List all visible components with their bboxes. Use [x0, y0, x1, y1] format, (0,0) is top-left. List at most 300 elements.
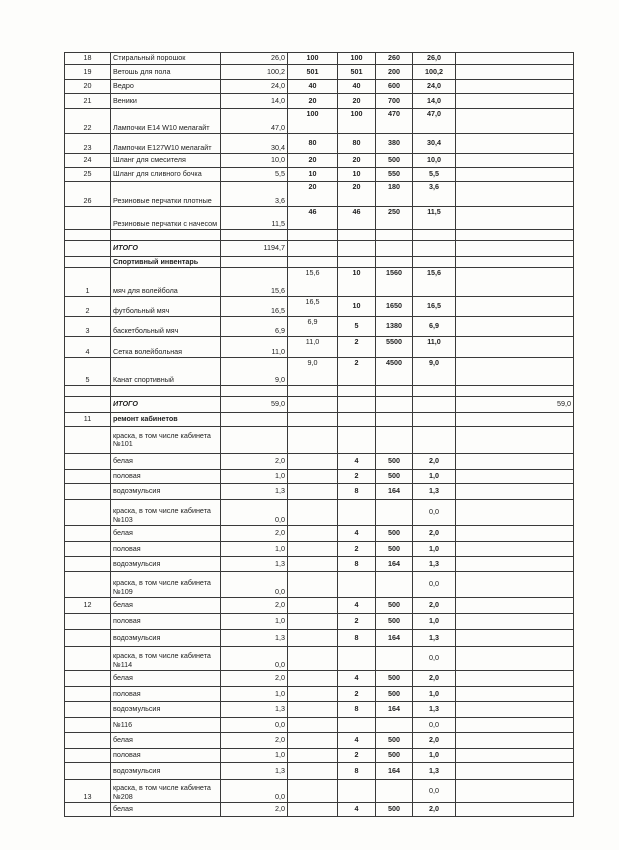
table-row: [65, 500, 574, 526]
table-cell: [65, 542, 111, 557]
table-cell: [376, 718, 413, 733]
table-row: [65, 718, 574, 733]
table-cell: [376, 647, 413, 671]
table-cell: [413, 241, 456, 257]
table-row: [65, 749, 574, 763]
table-cell: 100: [338, 109, 376, 134]
table-cell: 5500: [376, 337, 413, 358]
table-cell: 500: [376, 749, 413, 763]
table-cell: 0,0: [413, 718, 456, 733]
table-cell: 11,0: [288, 337, 338, 358]
table-cell: [456, 230, 574, 241]
table-cell: [65, 749, 111, 763]
table-row: [65, 526, 574, 542]
table-cell: [65, 557, 111, 572]
table-row: [65, 702, 574, 718]
table-cell: [338, 780, 376, 803]
table-cell: 8: [338, 484, 376, 500]
table-cell: [288, 230, 338, 241]
table-row: [65, 386, 574, 397]
table-cell: 11,0: [221, 337, 288, 358]
table-cell: 4: [65, 337, 111, 358]
table-cell: 10: [338, 297, 376, 317]
table-cell: [338, 230, 376, 241]
table-cell: мяч для волейбола: [111, 268, 221, 297]
table-cell: [65, 572, 111, 598]
table-cell: белая: [111, 733, 221, 749]
table-cell: 1,3: [413, 630, 456, 647]
table-cell: 1,0: [413, 542, 456, 557]
table-cell: 1,0: [413, 470, 456, 484]
table-row: [65, 268, 574, 297]
table-cell: 3,6: [413, 182, 456, 207]
table-cell: [338, 241, 376, 257]
table-cell: 2,0: [221, 526, 288, 542]
table-cell: 8: [338, 557, 376, 572]
table-cell: 0,0: [413, 647, 456, 671]
table-cell: 5,5: [413, 168, 456, 182]
table-cell: 2: [338, 470, 376, 484]
table-cell: [288, 542, 338, 557]
table-cell: 9,0: [221, 358, 288, 386]
table-cell: Ветошь для пола: [111, 65, 221, 80]
table-cell: [456, 454, 574, 470]
table-cell: Веники: [111, 94, 221, 109]
table-cell: [65, 257, 111, 268]
table-cell: 16,5: [413, 297, 456, 317]
table-cell: краска, в том числе кабинета №114: [111, 647, 221, 671]
table-cell: [376, 500, 413, 526]
table-cell: [456, 733, 574, 749]
table-cell: 1380: [376, 317, 413, 337]
table-cell: [65, 207, 111, 230]
table-cell: 100: [338, 53, 376, 65]
table-cell: 500: [376, 454, 413, 470]
table-cell: [338, 718, 376, 733]
table-cell: [456, 542, 574, 557]
table-cell: [288, 614, 338, 630]
table-cell: 24: [65, 154, 111, 168]
table-cell: [288, 671, 338, 687]
table-cell: 16,5: [221, 297, 288, 317]
table-cell: 20: [338, 182, 376, 207]
table-cell: 5: [338, 317, 376, 337]
table-cell: Шланг для смесителя: [111, 154, 221, 168]
table-cell: [65, 718, 111, 733]
table-cell: Ведро: [111, 80, 221, 94]
table-cell: 10,0: [221, 154, 288, 168]
table-cell: половая: [111, 542, 221, 557]
table-row: [65, 427, 574, 454]
table-cell: [456, 718, 574, 733]
table-cell: 10: [288, 168, 338, 182]
table-cell: 11,5: [413, 207, 456, 230]
table-cell: [65, 687, 111, 702]
table-cell: [65, 630, 111, 647]
table-cell: [338, 572, 376, 598]
table-cell: [65, 454, 111, 470]
table-cell: Канат спортивный: [111, 358, 221, 386]
table-row: [65, 413, 574, 427]
table-cell: 500: [376, 526, 413, 542]
table-cell: [288, 702, 338, 718]
table-cell: 100: [288, 109, 338, 134]
table-cell: [288, 763, 338, 780]
table-cell: [376, 780, 413, 803]
table-row: [65, 358, 574, 386]
table-cell: [456, 749, 574, 763]
table-cell: 24,0: [413, 80, 456, 94]
table-cell: белая: [111, 526, 221, 542]
table-cell: 10,0: [413, 154, 456, 168]
table-cell: водоэмульсия: [111, 763, 221, 780]
table-cell: 20: [288, 94, 338, 109]
table-row: [65, 80, 574, 94]
table-cell: [413, 230, 456, 241]
table-cell: [456, 557, 574, 572]
table-cell: [288, 803, 338, 817]
table-cell: 40: [338, 80, 376, 94]
table-cell: [456, 257, 574, 268]
table-cell: 600: [376, 80, 413, 94]
table-cell: краска, в том числе кабинета №101: [111, 427, 221, 454]
table-cell: белая: [111, 598, 221, 614]
table-cell: [456, 109, 574, 134]
table-cell: 2,0: [221, 454, 288, 470]
table-cell: 4: [338, 526, 376, 542]
table-cell: 0,0: [221, 780, 288, 803]
table-cell: [456, 297, 574, 317]
table-cell: 4: [338, 671, 376, 687]
table-cell: 12: [65, 598, 111, 614]
table-cell: Лампочки Е14 W10 мелагайт: [111, 109, 221, 134]
table-cell: [456, 134, 574, 154]
table-cell: [376, 413, 413, 427]
table-cell: [413, 397, 456, 413]
table-cell: [288, 687, 338, 702]
table-cell: [456, 358, 574, 386]
table-cell: белая: [111, 454, 221, 470]
table-cell: 164: [376, 763, 413, 780]
table-cell: 1,3: [413, 557, 456, 572]
table-cell: 470: [376, 109, 413, 134]
table-cell: 20: [288, 182, 338, 207]
table-cell: 4: [338, 454, 376, 470]
table-cell: [376, 397, 413, 413]
table-cell: 500: [376, 470, 413, 484]
table-cell: 5,5: [221, 168, 288, 182]
table-cell: 13: [65, 780, 111, 803]
table-cell: 14,0: [413, 94, 456, 109]
table-cell: [456, 182, 574, 207]
table-cell: 15,6: [413, 268, 456, 297]
table-cell: [413, 257, 456, 268]
table-cell: Резиновые перчатки плотные: [111, 182, 221, 207]
table-body: [65, 53, 574, 817]
inventory-table: [64, 52, 574, 817]
table-cell: 23: [65, 134, 111, 154]
table-cell: Стиральный порошок: [111, 53, 221, 65]
table-row: [65, 763, 574, 780]
table-cell: половая: [111, 614, 221, 630]
table-cell: 80: [288, 134, 338, 154]
table-cell: [65, 484, 111, 500]
table-cell: 100,2: [413, 65, 456, 80]
table-cell: 2,0: [413, 803, 456, 817]
table-cell: 20: [338, 94, 376, 109]
table-cell: [65, 614, 111, 630]
table-cell: половая: [111, 687, 221, 702]
table-cell: 2,0: [221, 671, 288, 687]
table-cell: Лампочки Е127W10 мелагайт: [111, 134, 221, 154]
table-cell: 2: [338, 614, 376, 630]
table-cell: [288, 526, 338, 542]
table-cell: 1,3: [221, 702, 288, 718]
table-cell: 16,5: [288, 297, 338, 317]
table-cell: белая: [111, 803, 221, 817]
table-cell: 2,0: [221, 803, 288, 817]
table-cell: [65, 702, 111, 718]
table-cell: белая: [111, 671, 221, 687]
table-cell: [288, 749, 338, 763]
table-cell: [221, 427, 288, 454]
table-cell: [456, 268, 574, 297]
table-cell: ИТОГО: [111, 397, 221, 413]
table-cell: 25: [65, 168, 111, 182]
table-cell: [456, 470, 574, 484]
table-cell: 500: [376, 803, 413, 817]
table-cell: 2: [65, 297, 111, 317]
table-cell: [288, 500, 338, 526]
table-cell: [65, 230, 111, 241]
table-cell: [456, 780, 574, 803]
table-cell: [288, 241, 338, 257]
table-cell: 46: [288, 207, 338, 230]
table-cell: 1,0: [413, 614, 456, 630]
table-cell: 26: [65, 182, 111, 207]
table-cell: краска, в том числе кабинета №103: [111, 500, 221, 526]
table-cell: 180: [376, 182, 413, 207]
table-cell: Спортивный инвентарь: [111, 257, 221, 268]
table-cell: [456, 763, 574, 780]
table-cell: 164: [376, 702, 413, 718]
table-cell: 500: [376, 733, 413, 749]
table-cell: 0,0: [221, 500, 288, 526]
table-row: [65, 182, 574, 207]
table-cell: [288, 557, 338, 572]
table-cell: 5: [65, 358, 111, 386]
table-cell: [456, 154, 574, 168]
table-row: [65, 109, 574, 134]
table-cell: [413, 386, 456, 397]
table-cell: [221, 230, 288, 241]
table-cell: 2,0: [413, 598, 456, 614]
table-cell: [111, 230, 221, 241]
table-cell: [288, 397, 338, 413]
table-cell: [456, 572, 574, 598]
table-cell: 380: [376, 134, 413, 154]
table-cell: 1,0: [221, 687, 288, 702]
table-cell: 18: [65, 53, 111, 65]
table-cell: 250: [376, 207, 413, 230]
table-cell: 59,0: [456, 397, 574, 413]
table-cell: 2: [338, 337, 376, 358]
table-cell: 1,0: [221, 749, 288, 763]
table-cell: 0,0: [413, 572, 456, 598]
table-cell: [376, 241, 413, 257]
table-cell: 2: [338, 749, 376, 763]
table-cell: 6,9: [288, 317, 338, 337]
table-cell: 164: [376, 484, 413, 500]
table-cell: [413, 427, 456, 454]
table-cell: 20: [65, 80, 111, 94]
table-cell: [288, 413, 338, 427]
table-cell: [65, 763, 111, 780]
table-cell: 1,3: [221, 763, 288, 780]
table-cell: [221, 257, 288, 268]
table-cell: 2,0: [221, 598, 288, 614]
table-cell: краска, в том числе кабинета №109: [111, 572, 221, 598]
table-cell: [456, 65, 574, 80]
table-cell: 2: [338, 687, 376, 702]
table-cell: [456, 80, 574, 94]
table-cell: 501: [338, 65, 376, 80]
table-cell: Резиновые перчатки с начесом: [111, 207, 221, 230]
table-cell: 8: [338, 702, 376, 718]
table-cell: 1,3: [413, 763, 456, 780]
table-cell: Сетка волейбольная: [111, 337, 221, 358]
table-cell: [338, 413, 376, 427]
table-cell: 1,3: [221, 484, 288, 500]
table-row: [65, 780, 574, 803]
table-cell: 2: [338, 542, 376, 557]
table-cell: ремонт кабинетов: [111, 413, 221, 427]
table-cell: 8: [338, 630, 376, 647]
table-cell: [288, 780, 338, 803]
table-cell: 550: [376, 168, 413, 182]
table-cell: [288, 598, 338, 614]
table-row: [65, 614, 574, 630]
table-cell: водоэмульсия: [111, 557, 221, 572]
table-cell: 11: [65, 413, 111, 427]
table-cell: 500: [376, 614, 413, 630]
table-cell: 700: [376, 94, 413, 109]
table-row: [65, 557, 574, 572]
table-cell: 80: [338, 134, 376, 154]
table-cell: [456, 386, 574, 397]
table-row: [65, 598, 574, 614]
table-cell: 8: [338, 763, 376, 780]
table-cell: 1560: [376, 268, 413, 297]
table-row: [65, 671, 574, 687]
table-cell: 500: [376, 542, 413, 557]
table-cell: [65, 427, 111, 454]
table-cell: 2,0: [413, 454, 456, 470]
table-cell: 24,0: [221, 80, 288, 94]
table-cell: [456, 337, 574, 358]
table-cell: 1,3: [221, 630, 288, 647]
table-cell: [456, 241, 574, 257]
table-cell: [456, 803, 574, 817]
table-cell: [456, 647, 574, 671]
table-cell: [376, 572, 413, 598]
table-cell: 19: [65, 65, 111, 80]
table-cell: 1,0: [221, 542, 288, 557]
table-cell: [338, 427, 376, 454]
table-cell: 30,4: [413, 134, 456, 154]
table-row: [65, 154, 574, 168]
table-cell: водоэмульсия: [111, 630, 221, 647]
table-cell: 2,0: [221, 733, 288, 749]
table-cell: краска, в том числе кабинета №208: [111, 780, 221, 803]
table-cell: 3: [65, 317, 111, 337]
table-cell: 3,6: [221, 182, 288, 207]
table-row: [65, 337, 574, 358]
table-cell: [65, 500, 111, 526]
table-cell: 0,0: [413, 780, 456, 803]
table-cell: 100,2: [221, 65, 288, 80]
table-row: [65, 647, 574, 671]
table-cell: 0,0: [413, 500, 456, 526]
table-cell: 164: [376, 630, 413, 647]
table-row: [65, 65, 574, 80]
table-cell: 164: [376, 557, 413, 572]
table-cell: 30,4: [221, 134, 288, 154]
table-cell: 0,0: [221, 647, 288, 671]
table-cell: 4: [338, 598, 376, 614]
table-row: [65, 207, 574, 230]
table-cell: [65, 647, 111, 671]
table-cell: [65, 803, 111, 817]
table-row: [65, 572, 574, 598]
table-cell: половая: [111, 470, 221, 484]
table-cell: половая: [111, 749, 221, 763]
table-cell: 1,3: [413, 484, 456, 500]
table-cell: [376, 257, 413, 268]
table-cell: 11,5: [221, 207, 288, 230]
table-cell: 22: [65, 109, 111, 134]
table-cell: [65, 526, 111, 542]
table-cell: [338, 500, 376, 526]
table-cell: 1,3: [221, 557, 288, 572]
table-cell: [65, 241, 111, 257]
table-cell: [456, 413, 574, 427]
table-cell: [288, 454, 338, 470]
table-cell: [413, 413, 456, 427]
table-cell: 0,0: [221, 718, 288, 733]
table-row: [65, 687, 574, 702]
table-cell: 200: [376, 65, 413, 80]
table-cell: №116: [111, 718, 221, 733]
table-cell: [456, 168, 574, 182]
table-row: [65, 454, 574, 470]
table-cell: 47,0: [413, 109, 456, 134]
table-cell: 9,0: [288, 358, 338, 386]
table-cell: 2,0: [413, 671, 456, 687]
table-cell: 1,0: [413, 749, 456, 763]
table-cell: [376, 427, 413, 454]
table-cell: [376, 230, 413, 241]
table-cell: 6,9: [413, 317, 456, 337]
table-cell: 1194,7: [221, 241, 288, 257]
table-cell: [221, 413, 288, 427]
table-cell: 11,0: [413, 337, 456, 358]
table-cell: [288, 257, 338, 268]
table-row: [65, 317, 574, 337]
table-cell: 1,0: [221, 470, 288, 484]
table-row: [65, 297, 574, 317]
table-cell: [456, 614, 574, 630]
